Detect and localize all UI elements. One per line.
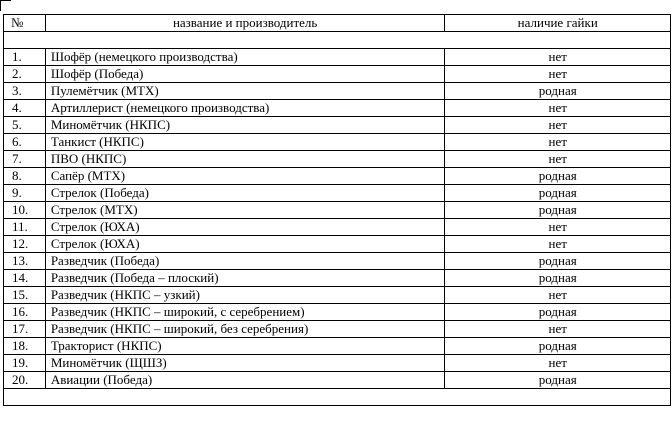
table-row <box>4 219 671 236</box>
row-number: 18. <box>4 338 46 355</box>
row-nut-presence: родная <box>445 202 671 219</box>
row-nut-presence: нет <box>445 355 671 372</box>
table-row <box>4 202 671 219</box>
table-spacer-row <box>4 32 671 49</box>
row-number: 15. <box>4 287 46 304</box>
header-number: № <box>4 15 46 32</box>
trailing-cell <box>4 389 671 406</box>
row-name-and-maker: Стрелок (ЮХА) <box>45 219 445 236</box>
table-row <box>4 338 671 355</box>
row-nut-presence: родная <box>445 83 671 100</box>
row-name-and-maker: Артиллерист (немецкого производства) <box>45 100 445 117</box>
table-row <box>4 83 671 100</box>
row-number: 3. <box>4 83 46 100</box>
row-name-and-maker: Стрелок (МТХ) <box>45 202 445 219</box>
header-name-and-maker: название и производитель <box>45 15 445 32</box>
row-nut-presence: родная <box>445 168 671 185</box>
table-row <box>4 168 671 185</box>
header-nut-presence: наличие гайки <box>445 15 671 32</box>
row-number: 8. <box>4 168 46 185</box>
row-number: 12. <box>4 236 46 253</box>
row-number: 19. <box>4 355 46 372</box>
row-nut-presence: нет <box>445 151 671 168</box>
table-row <box>4 355 671 372</box>
row-name-and-maker: Шофёр (немецкого производства) <box>45 49 445 66</box>
row-name-and-maker: Разведчик (Победа) <box>45 253 445 270</box>
row-name-and-maker: Стрелок (Победа) <box>45 185 445 202</box>
row-name-and-maker: Пулемётчик (МТХ) <box>45 83 445 100</box>
row-number: 1. <box>4 49 46 66</box>
row-number: 20. <box>4 372 46 389</box>
row-nut-presence: нет <box>445 49 671 66</box>
row-number: 10. <box>4 202 46 219</box>
text-boundary-marker <box>0 0 11 11</box>
row-nut-presence: родная <box>445 270 671 287</box>
row-number: 13. <box>4 253 46 270</box>
row-nut-presence: нет <box>445 100 671 117</box>
row-number: 2. <box>4 66 46 83</box>
spacer-cell <box>4 32 671 49</box>
row-nut-presence: нет <box>445 117 671 134</box>
row-number: 16. <box>4 304 46 321</box>
row-name-and-maker: Разведчик (НКПС – узкий) <box>45 287 445 304</box>
table-trailing-row <box>4 389 671 406</box>
table-row <box>4 270 671 287</box>
row-nut-presence: нет <box>445 134 671 151</box>
row-name-and-maker: Разведчик (Победа – плоский) <box>45 270 445 287</box>
row-nut-presence: родная <box>445 304 671 321</box>
row-nut-presence: нет <box>445 321 671 338</box>
row-name-and-maker: Сапёр (МТХ) <box>45 168 445 185</box>
row-name-and-maker: Миномётчик (НКПС) <box>45 117 445 134</box>
row-name-and-maker: Разведчик (НКПС – широкий, без серебрения) <box>45 321 445 338</box>
row-number: 11. <box>4 219 46 236</box>
table-row <box>4 321 671 338</box>
row-name-and-maker: ПВО (НКПС) <box>45 151 445 168</box>
table-row <box>4 151 671 168</box>
table-row <box>4 253 671 270</box>
row-number: 6. <box>4 134 46 151</box>
row-nut-presence: нет <box>445 236 671 253</box>
table-row <box>4 100 671 117</box>
row-name-and-maker: Стрелок (ЮХА) <box>45 236 445 253</box>
row-number: 14. <box>4 270 46 287</box>
row-nut-presence: нет <box>445 219 671 236</box>
row-nut-presence: родная <box>445 253 671 270</box>
row-name-and-maker: Шофёр (Победа) <box>45 66 445 83</box>
table-row <box>4 185 671 202</box>
table-row <box>4 236 671 253</box>
row-name-and-maker: Тракторист (НКПС) <box>45 338 445 355</box>
row-number: 5. <box>4 117 46 134</box>
row-nut-presence: нет <box>445 66 671 83</box>
row-name-and-maker: Авиации (Победа) <box>45 372 445 389</box>
row-number: 9. <box>4 185 46 202</box>
row-nut-presence: нет <box>445 287 671 304</box>
table-row <box>4 304 671 321</box>
row-name-and-maker: Разведчик (НКПС – широкий, с серебрением) <box>45 304 445 321</box>
row-name-and-maker: Танкист (НКПС) <box>45 134 445 151</box>
row-nut-presence: родная <box>445 372 671 389</box>
table-row <box>4 134 671 151</box>
row-number: 7. <box>4 151 46 168</box>
table-row <box>4 287 671 304</box>
row-nut-presence: родная <box>445 185 671 202</box>
table-row <box>4 49 671 66</box>
table-row <box>4 372 671 389</box>
items-table <box>3 14 671 406</box>
row-nut-presence: родная <box>445 338 671 355</box>
row-number: 4. <box>4 100 46 117</box>
row-name-and-maker: Миномётчик (ЩШЗ) <box>45 355 445 372</box>
row-number: 17. <box>4 321 46 338</box>
table-header-row <box>4 15 671 32</box>
table-row <box>4 117 671 134</box>
table-row <box>4 66 671 83</box>
